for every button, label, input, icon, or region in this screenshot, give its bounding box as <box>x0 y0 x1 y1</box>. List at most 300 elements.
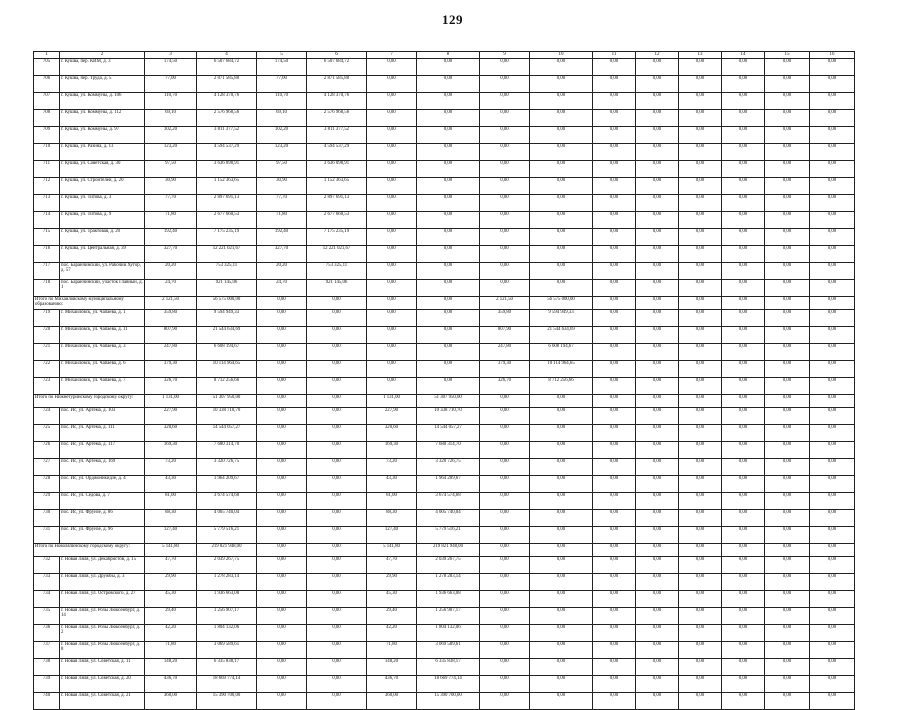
value-cell: 174,50 <box>257 59 307 76</box>
value-cell: 0,00 <box>480 459 530 476</box>
table-row <box>34 212 855 229</box>
table-row <box>34 527 855 544</box>
value-cell: 0,00 <box>257 476 307 493</box>
value-cell: 4 005 740,04 <box>417 510 480 527</box>
value-cell: 0,00 <box>257 459 307 476</box>
value-cell: 5 141,80 <box>367 544 417 557</box>
value-cell: 1 936 663,08 <box>417 591 480 608</box>
value-cell: 110,70 <box>257 93 307 110</box>
value-cell: 0,00 <box>257 327 307 344</box>
address-cell: г. Новая Ляля, ул. Розы Люксембург, д. 14 <box>60 608 145 625</box>
value-cell: 0,00 <box>722 659 765 676</box>
address-cell: пос. Ис, ул. Артема, д. 103 <box>60 408 145 425</box>
value-cell: 12 221 021,67 <box>307 246 367 263</box>
value-cell: 0,00 <box>367 263 417 280</box>
value-cell: 77,00 <box>257 76 307 93</box>
value-cell: 51 307 950,00 <box>417 395 480 408</box>
value-cell: 0,00 <box>765 395 810 408</box>
value-cell: 0,00 <box>765 263 810 280</box>
value-cell: 0,00 <box>257 625 307 642</box>
value-cell: 0,00 <box>417 344 480 361</box>
value-cell: 24,70 <box>257 280 307 297</box>
value-cell: 0,00 <box>636 297 679 310</box>
value-cell: 2 576 968,56 <box>197 110 257 127</box>
address-cell: г. Кушва, ул. Титова, д. 9 <box>60 212 145 229</box>
value-cell: 0,00 <box>636 510 679 527</box>
row-number: 705 <box>34 59 60 76</box>
value-cell: 0,00 <box>367 297 417 310</box>
value-cell: 0,00 <box>530 574 593 591</box>
value-cell: 4 005 740,04 <box>197 510 257 527</box>
value-cell: 0,00 <box>810 280 855 297</box>
value-cell: 753 325,11 <box>307 263 367 280</box>
value-cell: 0,00 <box>765 344 810 361</box>
value-cell: 0,00 <box>765 574 810 591</box>
value-cell: 0,00 <box>722 212 765 229</box>
row-number: 712 <box>34 178 60 195</box>
value-cell: 0,00 <box>636 574 679 591</box>
row-number: 737 <box>34 642 60 659</box>
value-cell: 0,00 <box>679 229 722 246</box>
value-cell: 81,00 <box>367 493 417 510</box>
value-cell: 0,00 <box>593 310 636 327</box>
address-cell: г. Кушва, ул. Титова, д. 3 <box>60 195 145 212</box>
value-cell: 0,00 <box>636 693 679 710</box>
value-cell: 0,00 <box>679 459 722 476</box>
value-cell: 0,00 <box>636 344 679 361</box>
address-cell: г. Новая Ляля, ул. Розы Люксембург, д. 8 <box>60 642 145 659</box>
value-cell: 0,00 <box>417 280 480 297</box>
value-cell: 359,80 <box>145 310 197 327</box>
value-cell: 0,00 <box>417 178 480 195</box>
value-cell: 0,00 <box>367 76 417 93</box>
value-cell: 0,00 <box>480 557 530 574</box>
value-cell: 0,00 <box>530 127 593 144</box>
value-cell: 0,00 <box>810 510 855 527</box>
value-cell: 1 964 209,67 <box>417 476 480 493</box>
value-cell: 0,00 <box>722 493 765 510</box>
table-row <box>34 659 855 676</box>
value-cell: 4 594 537,29 <box>197 144 257 161</box>
value-cell: 0,00 <box>480 395 530 408</box>
value-cell: 1 278 283,14 <box>417 574 480 591</box>
address-cell: пос. Ис, ул. Артема, д. 111 <box>60 425 145 442</box>
value-cell: 1 131,00 <box>367 395 417 408</box>
value-cell: 73,20 <box>145 459 197 476</box>
value-cell: 0,00 <box>722 442 765 459</box>
address-cell: г. Кушва, ул. Коммуны, д. 97 <box>60 127 145 144</box>
value-cell: 0,00 <box>593 476 636 493</box>
column-number-cell: 15 <box>765 52 810 59</box>
value-cell: 320,60 <box>367 425 417 442</box>
value-cell: 0,00 <box>679 59 722 76</box>
value-cell: 0,00 <box>593 527 636 544</box>
value-cell: 97,50 <box>145 161 197 178</box>
value-cell: 921 145,06 <box>197 280 257 297</box>
value-cell: 0,00 <box>480 676 530 693</box>
row-number: 714 <box>34 212 60 229</box>
value-cell: 0,00 <box>810 408 855 425</box>
value-cell: 0,00 <box>593 161 636 178</box>
value-cell: 0,00 <box>722 144 765 161</box>
value-cell: 0,00 <box>810 693 855 710</box>
value-cell: 0,00 <box>530 110 593 127</box>
address-cell: г. Кушва, пер. КИМ, д. 3 <box>60 59 145 76</box>
value-cell: 169,30 <box>145 442 197 459</box>
value-cell: 0,00 <box>593 395 636 408</box>
value-cell: 10 114 964,65 <box>530 361 593 378</box>
value-cell: 0,00 <box>307 557 367 574</box>
value-cell: 21 544 634,69 <box>197 327 257 344</box>
value-cell: 2 897 691,13 <box>197 195 257 212</box>
value-cell: 0,00 <box>593 195 636 212</box>
value-cell: 5 141,80 <box>145 544 197 557</box>
value-cell: 6 507 684,72 <box>307 59 367 76</box>
address-cell: пос. Баранчинский, ул. Рабочий Хутор, д. 57 <box>60 263 145 280</box>
row-number: 739 <box>34 676 60 693</box>
value-cell: 0,00 <box>722 297 765 310</box>
value-cell: 0,00 <box>810 395 855 408</box>
value-cell: 3 069 589,61 <box>417 642 480 659</box>
row-number: 719 <box>34 310 60 327</box>
value-cell: 0,00 <box>765 378 810 395</box>
value-cell: 0,00 <box>593 110 636 127</box>
value-cell: 0,00 <box>257 344 307 361</box>
value-cell: 0,00 <box>765 229 810 246</box>
value-cell: 0,00 <box>593 693 636 710</box>
value-cell: 8 712 256,66 <box>530 378 593 395</box>
value-cell: 0,00 <box>679 557 722 574</box>
value-cell: 0,00 <box>417 110 480 127</box>
value-cell: 1 804 132,06 <box>417 625 480 642</box>
value-cell: 0,00 <box>722 544 765 557</box>
value-cell: 0,00 <box>480 510 530 527</box>
value-cell: 0,00 <box>480 659 530 676</box>
value-cell: 0,00 <box>765 297 810 310</box>
value-cell: 69,10 <box>257 110 307 127</box>
value-cell: 0,00 <box>480 195 530 212</box>
value-cell: 0,00 <box>722 195 765 212</box>
value-cell: 69,10 <box>145 110 197 127</box>
table-row <box>34 110 855 127</box>
table-row <box>34 442 855 459</box>
value-cell: 0,00 <box>765 625 810 642</box>
value-cell: 0,00 <box>636 408 679 425</box>
value-cell: 0,00 <box>530 144 593 161</box>
table-row <box>34 310 855 327</box>
value-cell: 0,00 <box>810 127 855 144</box>
value-cell: 0,00 <box>679 246 722 263</box>
value-cell: 0,00 <box>810 59 855 76</box>
value-cell: 0,00 <box>636 625 679 642</box>
table-row <box>34 557 855 574</box>
value-cell: 0,00 <box>530 676 593 693</box>
value-cell: 0,00 <box>530 93 593 110</box>
value-cell: 148,20 <box>367 659 417 676</box>
value-cell: 0,00 <box>480 642 530 659</box>
value-cell: 4 594 537,29 <box>307 144 367 161</box>
value-cell: 0,00 <box>530 246 593 263</box>
value-cell: 0,00 <box>636 378 679 395</box>
value-cell: 0,00 <box>307 574 367 591</box>
value-cell: 0,00 <box>722 591 765 608</box>
value-cell: 29,90 <box>367 574 417 591</box>
value-cell: 3 320 726,75 <box>417 459 480 476</box>
value-cell: 0,00 <box>679 327 722 344</box>
value-cell: 1 256 907,17 <box>417 608 480 625</box>
value-cell: 0,00 <box>417 378 480 395</box>
subtotal-label: Итого по Нижнетуринскому городскому округу: <box>34 395 145 408</box>
value-cell: 97,50 <box>257 161 307 178</box>
table-row <box>34 327 855 344</box>
value-cell: 2 897 691,13 <box>307 195 367 212</box>
value-cell: 0,00 <box>307 327 367 344</box>
value-cell: 0,00 <box>810 263 855 280</box>
value-cell: 0,00 <box>257 676 307 693</box>
value-cell: 0,00 <box>480 76 530 93</box>
value-cell: 0,00 <box>593 246 636 263</box>
table-row <box>34 378 855 395</box>
table-row <box>34 361 855 378</box>
value-cell: 0,00 <box>367 229 417 246</box>
value-cell: 0,00 <box>530 161 593 178</box>
value-cell: 0,00 <box>810 297 855 310</box>
value-cell: 0,00 <box>593 676 636 693</box>
table-row <box>34 59 855 76</box>
value-cell: 0,00 <box>679 212 722 229</box>
value-cell: 0,00 <box>593 378 636 395</box>
value-cell: 0,00 <box>810 110 855 127</box>
row-number: 726 <box>34 442 60 459</box>
value-cell: 0,00 <box>367 378 417 395</box>
value-cell: 4 128 370,76 <box>197 93 257 110</box>
value-cell: 0,00 <box>593 510 636 527</box>
value-cell: 1 131,00 <box>145 395 197 408</box>
address-cell: пос. Баранчинский, участок Главный, д. 1 <box>60 280 145 297</box>
address-cell: г. Новая Ляля, ул. Островского, д. 27 <box>60 591 145 608</box>
value-cell: 0,00 <box>722 676 765 693</box>
value-cell: 0,00 <box>636 591 679 608</box>
value-cell: 2 121,50 <box>480 297 530 310</box>
value-cell: 0,00 <box>810 574 855 591</box>
value-cell: 0,00 <box>722 408 765 425</box>
value-cell: 43,30 <box>367 476 417 493</box>
value-cell: 14 544 057,27 <box>197 425 257 442</box>
value-cell: 0,00 <box>480 144 530 161</box>
value-cell: 0,00 <box>636 659 679 676</box>
value-cell: 0,00 <box>257 608 307 625</box>
value-cell: 0,00 <box>722 527 765 544</box>
value-cell: 5 779 516,21 <box>197 527 257 544</box>
value-cell: 0,00 <box>765 642 810 659</box>
value-cell: 0,00 <box>307 297 367 310</box>
value-cell: 0,00 <box>480 493 530 510</box>
value-cell: 0,00 <box>257 527 307 544</box>
value-cell: 0,00 <box>593 408 636 425</box>
value-cell: 0,00 <box>307 378 367 395</box>
value-cell: 0,00 <box>765 327 810 344</box>
value-cell: 2 871 585,80 <box>197 76 257 93</box>
value-cell: 14 544 057,27 <box>417 425 480 442</box>
housing-program-table <box>33 51 855 710</box>
row-number: 720 <box>34 327 60 344</box>
value-cell: 6 335 838,17 <box>197 659 257 676</box>
value-cell: 0,00 <box>810 608 855 625</box>
value-cell: 0,00 <box>530 178 593 195</box>
value-cell: 0,00 <box>636 161 679 178</box>
value-cell: 0,00 <box>257 378 307 395</box>
row-number: 715 <box>34 229 60 246</box>
column-number-cell: 7 <box>367 52 417 59</box>
value-cell: 921 145,06 <box>307 280 367 297</box>
value-cell: 51 307 950,00 <box>197 395 257 408</box>
value-cell: 0,00 <box>679 110 722 127</box>
value-cell: 0,00 <box>530 195 593 212</box>
value-cell: 0,00 <box>593 59 636 76</box>
value-cell: 0,00 <box>679 693 722 710</box>
value-cell: 0,00 <box>367 93 417 110</box>
value-cell: 0,00 <box>765 676 810 693</box>
table-row <box>34 280 855 297</box>
value-cell: 0,00 <box>722 327 765 344</box>
value-cell: 0,00 <box>367 144 417 161</box>
value-cell: 0,00 <box>593 625 636 642</box>
value-cell: 0,00 <box>722 557 765 574</box>
column-number-cell: 16 <box>810 52 855 59</box>
table-row <box>34 161 855 178</box>
address-cell: г. Кушва, ул. Советская, д. 30 <box>60 161 145 178</box>
value-cell: 20,20 <box>257 263 307 280</box>
value-cell: 0,00 <box>307 510 367 527</box>
table-row <box>34 591 855 608</box>
value-cell: 10 114 964,65 <box>197 361 257 378</box>
value-cell: 0,00 <box>679 493 722 510</box>
value-cell: 192,40 <box>257 229 307 246</box>
value-cell: 0,00 <box>257 659 307 676</box>
value-cell: 0,00 <box>307 442 367 459</box>
value-cell: 0,00 <box>257 442 307 459</box>
value-cell: 0,00 <box>480 263 530 280</box>
value-cell: 0,00 <box>722 425 765 442</box>
row-number: 723 <box>34 378 60 395</box>
row-number: 733 <box>34 574 60 591</box>
value-cell: 0,00 <box>530 263 593 280</box>
value-cell: 0,00 <box>593 280 636 297</box>
row-number: 716 <box>34 246 60 263</box>
value-cell: 0,00 <box>679 476 722 493</box>
value-cell: 0,00 <box>480 212 530 229</box>
value-cell: 0,00 <box>636 425 679 442</box>
value-cell: 0,00 <box>417 297 480 310</box>
value-cell: 0,00 <box>307 310 367 327</box>
value-cell: 0,00 <box>307 527 367 544</box>
value-cell: 0,00 <box>257 510 307 527</box>
value-cell: 0,00 <box>679 591 722 608</box>
value-cell: 0,00 <box>593 229 636 246</box>
subtotal-label: Итого по Михайловскому муниципальному образованию: <box>34 297 145 310</box>
address-cell: пос. Ис, ул. Артема, д. 169 <box>60 459 145 476</box>
value-cell: 0,00 <box>679 178 722 195</box>
value-cell: 0,00 <box>722 229 765 246</box>
value-cell: 12 221 021,67 <box>197 246 257 263</box>
value-cell: 0,00 <box>530 76 593 93</box>
value-cell: 0,00 <box>480 544 530 557</box>
value-cell: 0,00 <box>257 642 307 659</box>
value-cell: 0,00 <box>679 676 722 693</box>
value-cell: 219 821 948,00 <box>417 544 480 557</box>
value-cell: 0,00 <box>307 544 367 557</box>
value-cell: 0,00 <box>593 127 636 144</box>
address-cell: г. Новая Ляля, ул. Декабристов, д. 15 <box>60 557 145 574</box>
value-cell: 0,00 <box>480 246 530 263</box>
value-cell: 0,00 <box>679 195 722 212</box>
value-cell: 0,00 <box>593 642 636 659</box>
subtotal-label: Итого по Новолялинскому городскому округу: <box>34 544 145 557</box>
value-cell: 0,00 <box>810 459 855 476</box>
address-cell: г. Новая Ляля, ул. Советская, д. 11 <box>60 659 145 676</box>
value-cell: 0,00 <box>530 527 593 544</box>
value-cell: 0,00 <box>307 591 367 608</box>
value-cell: 0,00 <box>480 608 530 625</box>
value-cell: 0,00 <box>593 608 636 625</box>
value-cell: 0,00 <box>257 395 307 408</box>
value-cell: 3 320 726,75 <box>197 459 257 476</box>
value-cell: 0,00 <box>765 459 810 476</box>
value-cell: 88,30 <box>145 510 197 527</box>
value-cell: 0,00 <box>367 161 417 178</box>
value-cell: 0,00 <box>480 408 530 425</box>
address-cell: г. Кушва, ул. Центральная, д. 39 <box>60 246 145 263</box>
value-cell: 0,00 <box>810 378 855 395</box>
row-number: 710 <box>34 144 60 161</box>
value-cell: 81,00 <box>145 493 197 510</box>
value-cell: 0,00 <box>765 110 810 127</box>
value-cell: 0,00 <box>810 557 855 574</box>
table-row <box>34 195 855 212</box>
value-cell: 0,00 <box>765 425 810 442</box>
value-cell: 0,00 <box>722 625 765 642</box>
value-cell: 0,00 <box>765 408 810 425</box>
address-cell: г. Михайловск, ул. Чапаева, д. 7 <box>60 378 145 395</box>
value-cell: 0,00 <box>722 459 765 476</box>
value-cell: 7 680 314,70 <box>197 442 257 459</box>
value-cell: 0,00 <box>679 344 722 361</box>
value-cell: 0,00 <box>722 127 765 144</box>
value-cell: 10 338 710,70 <box>197 408 257 425</box>
value-cell: 0,00 <box>765 178 810 195</box>
value-cell: 15 390 700,00 <box>197 693 257 710</box>
value-cell: 0,00 <box>530 59 593 76</box>
value-cell: 1 964 209,67 <box>197 476 257 493</box>
value-cell: 0,00 <box>636 59 679 76</box>
address-cell: г. Новая Ляля, ул. Советская, д. 20 <box>60 676 145 693</box>
value-cell: 0,00 <box>417 263 480 280</box>
value-cell: 0,00 <box>810 178 855 195</box>
column-number-cell: 1 <box>34 52 60 59</box>
value-cell: 0,00 <box>593 76 636 93</box>
value-cell: 0,00 <box>636 544 679 557</box>
address-cell: г. Михайловск, ул. Чапаева, д. 11 <box>60 327 145 344</box>
row-number: 728 <box>34 476 60 493</box>
value-cell: 0,00 <box>810 327 855 344</box>
value-cell: 0,00 <box>810 425 855 442</box>
value-cell: 0,00 <box>257 591 307 608</box>
value-cell: 0,00 <box>636 76 679 93</box>
value-cell: 0,00 <box>810 212 855 229</box>
page-number: 129 <box>442 12 463 27</box>
value-cell: 0,00 <box>722 574 765 591</box>
value-cell: 0,00 <box>530 442 593 459</box>
